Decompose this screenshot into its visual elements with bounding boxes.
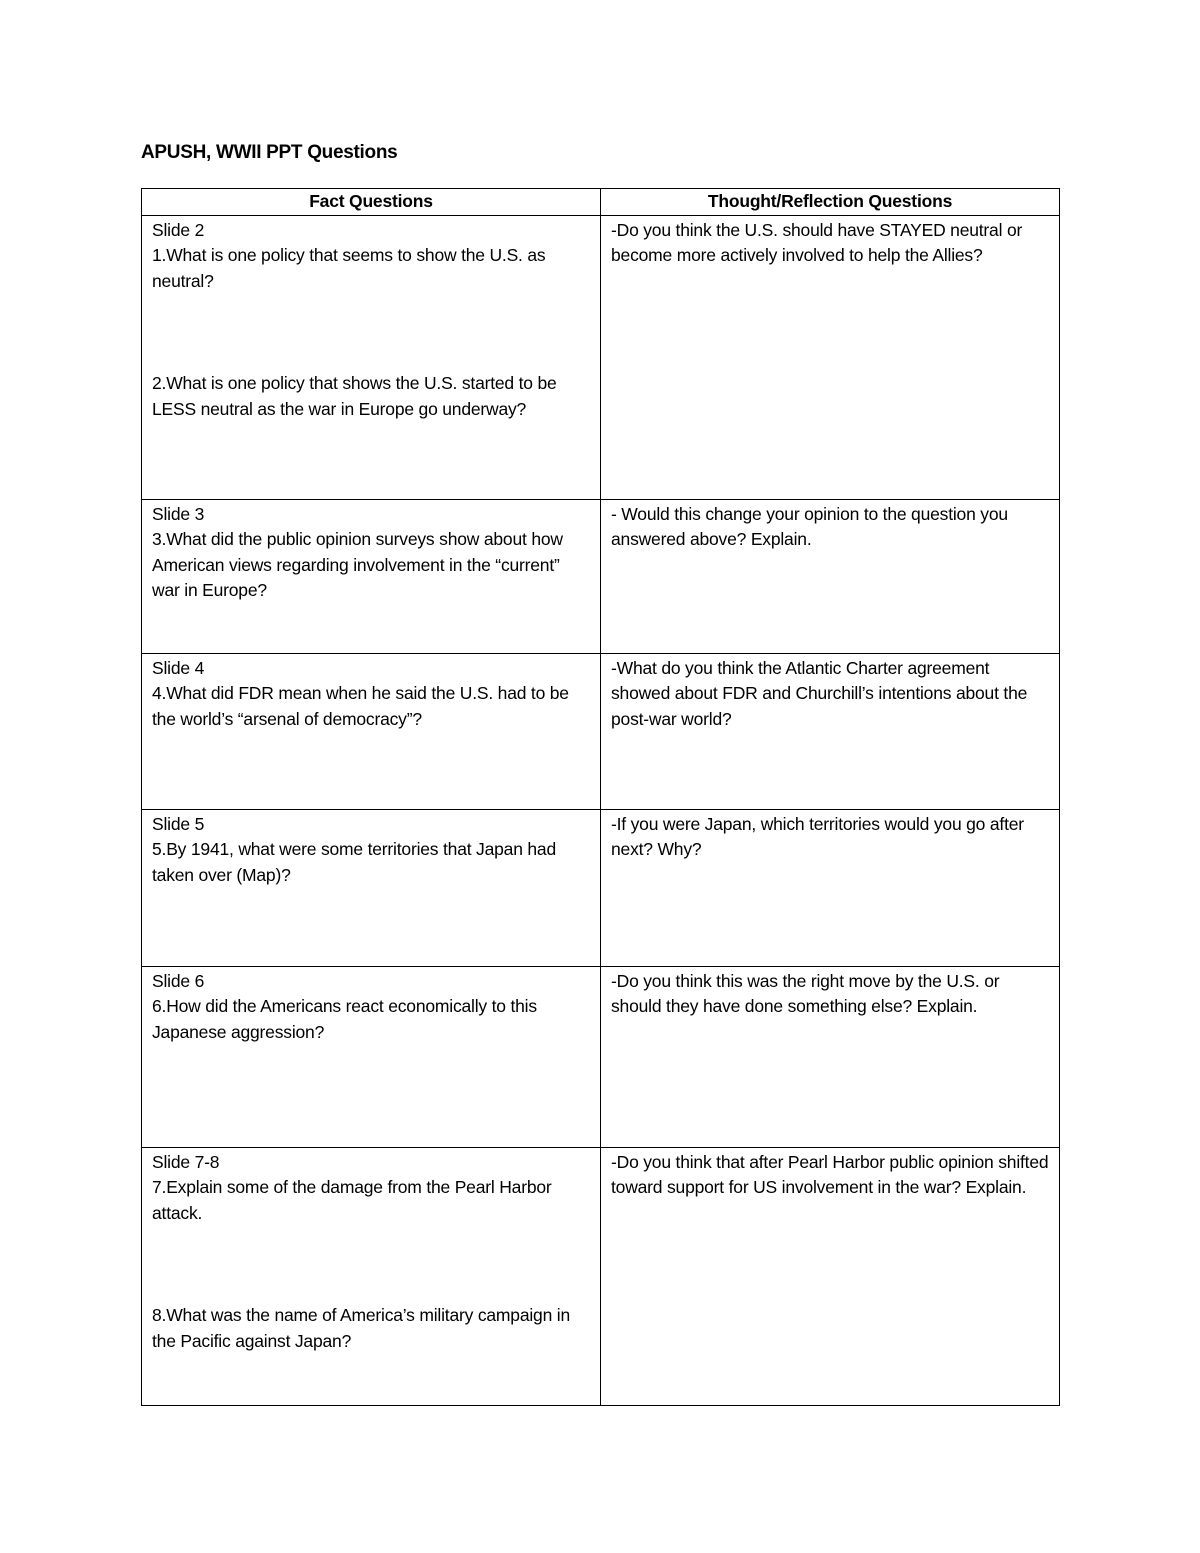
fact-cell [142,499,601,653]
thought-question: -Do you think the U.S. should have STAYED neutral or become more actively involved to help the Allies? [611,219,1023,265]
fact-question: 6.How did the Americans react economically to this Japanese aggression? [152,996,537,1042]
table-row [142,653,1060,809]
thought-questions-header: Thought/Reflection Questions [601,189,1060,216]
thought-cell [601,215,1060,499]
table-row [142,966,1060,1147]
questions-table [141,188,1060,1406]
slide-label: Slide 3 [152,503,205,524]
fact-cell [142,215,601,499]
fact-question: 4.What did FDR mean when he said the U.S. had to be the world’s “arsenal of democracy”? [152,683,569,729]
thought-question: -If you were Japan, which territories would you go after next? Why? [611,813,1024,859]
thought-cell [601,653,1060,809]
slide-label: Slide 4 [152,657,205,678]
fact-cell [142,809,601,966]
fact-cell [142,1147,601,1405]
fact-question: 7.Explain some of the damage from the Pearl Harbor attack. [152,1177,552,1223]
thought-question: -What do you think the Atlantic Charter agreement showed about FDR and Churchill’s intentions about the post-war world? [611,657,1028,729]
slide-label: Slide 2 [152,219,205,240]
thought-question: - Would this change your opinion to the question you answered above? Explain. [611,503,1008,549]
thought-cell [601,966,1060,1147]
table-header-row [142,189,1060,216]
fact-questions-header: Fact Questions [142,189,601,216]
table-row [142,809,1060,966]
fact-cell [142,653,601,809]
thought-question: -Do you think this was the right move by the U.S. or should they have done something else? Explain. [611,970,1000,1016]
table-row [142,215,1060,499]
thought-cell [601,809,1060,966]
fact-question: 5.By 1941, what were some territories that Japan had taken over (Map)? [152,839,556,885]
fact-question: 2.What is one policy that shows the U.S. started to be LESS neutral as the war in Europe go underway? [152,373,557,419]
fact-cell [142,966,601,1147]
thought-question: -Do you think that after Pearl Harbor public opinion shifted toward support for US involvement in the war? Explain. [611,1151,1049,1197]
answer-space [152,294,590,371]
slide-label: Slide 6 [152,970,205,991]
fact-question: 1.What is one policy that seems to show the U.S. as neutral? [152,245,546,291]
thought-cell [601,1147,1060,1405]
slide-label: Slide 5 [152,813,205,834]
thought-cell [601,499,1060,653]
table-row [142,499,1060,653]
table-row [142,1147,1060,1405]
fact-question: 3.What did the public opinion surveys show about how American views regarding involvement in the “current” war in Europe? [152,529,563,600]
document-title: APUSH, WWII PPT Questions [141,142,398,163]
answer-space [152,1226,590,1303]
slide-label: Slide 7-8 [152,1151,220,1172]
fact-question: 8.What was the name of America’s military campaign in the Pacific against Japan? [152,1305,571,1351]
